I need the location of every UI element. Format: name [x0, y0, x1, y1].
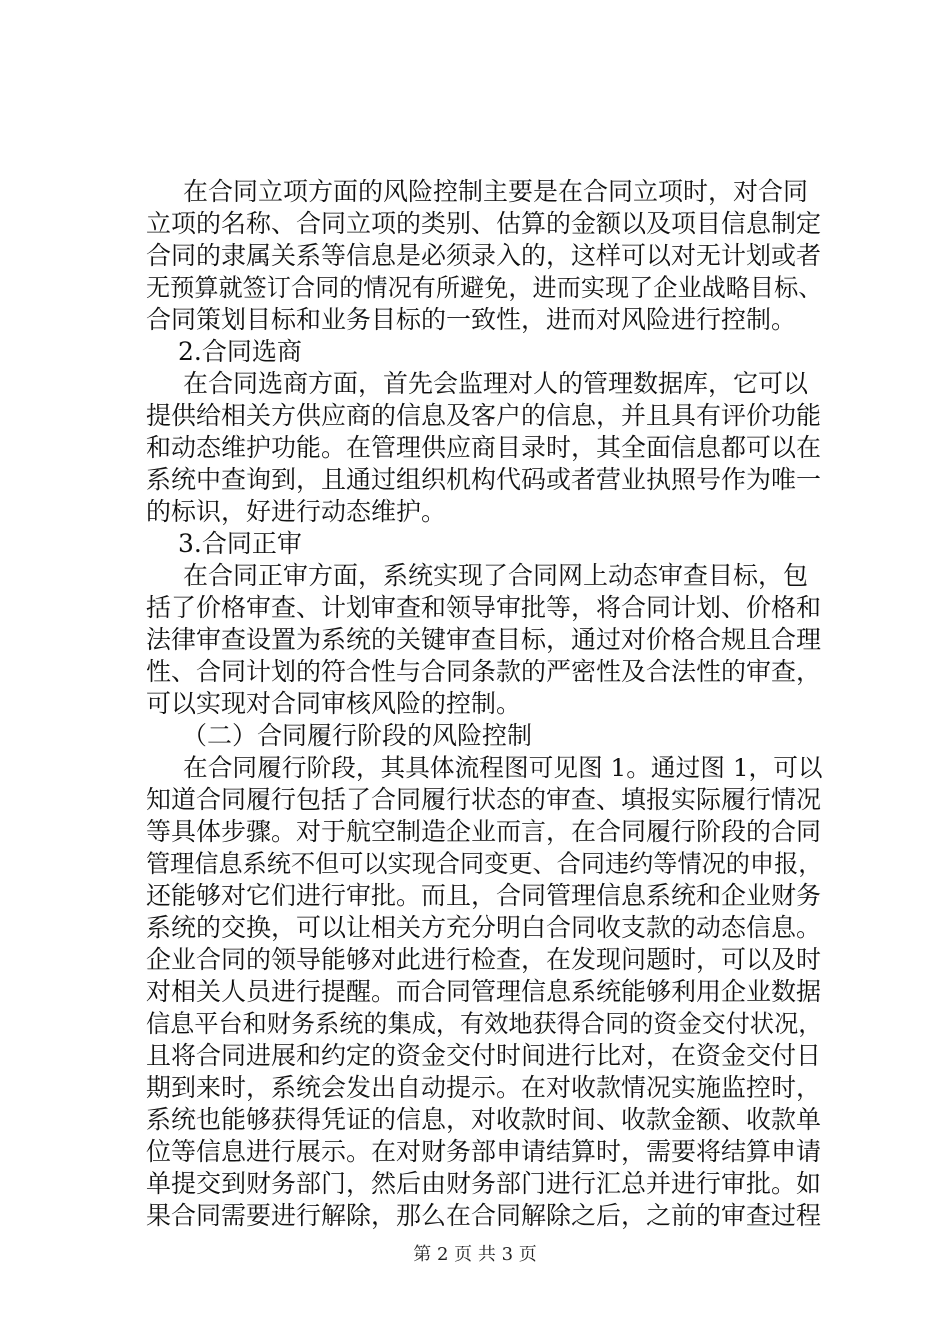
- paragraph-line: 合同的隶属关系等信息是必须录入的，这样可以对无计划或者: [146, 241, 822, 270]
- page-number-footer: 第 2 页 共 3 页: [413, 1244, 537, 1265]
- paragraph-line: 系统的交换，可以让相关方充分明白合同收支款的动态信息。: [146, 913, 822, 942]
- paragraph-line: 提供给相关方供应商的信息及客户的信息，并且具有评价功能: [146, 401, 822, 430]
- paragraph-line: 法律审查设置为系统的关键审查目标，通过对价格合规且合理: [146, 625, 822, 654]
- paragraph-line: 等具体步骤。对于航空制造企业而言，在合同履行阶段的合同: [146, 817, 822, 846]
- paragraph-line: 位等信息进行展示。在对财务部申请结算时，需要将结算申请: [146, 1137, 822, 1166]
- paragraph-line: 在合同立项方面的风险控制主要是在合同立项时，对合同: [183, 177, 809, 206]
- paragraph-line: 知道合同履行包括了合同履行状态的审查、填报实际履行情况: [146, 785, 822, 814]
- paragraph-line: 期到来时，系统会发出自动提示。在对收款情况实施监控时，: [146, 1073, 822, 1102]
- paragraph-line: 果合同需要进行解除，那么在合同解除之后，之前的审查过程: [146, 1201, 822, 1230]
- paragraph-line: 企业合同的领导能够对此进行检查，在发现问题时，可以及时: [146, 945, 822, 974]
- section-heading: （二）合同履行阶段的风险控制: [182, 721, 533, 750]
- paragraph-line: 在合同正审方面，系统实现了合同网上动态审查目标，包: [183, 561, 809, 590]
- paragraph-line: 管理信息系统不但可以实现合同变更、合同违约等情况的申报，: [146, 850, 823, 878]
- paragraph-line: 单提交到财务部门，然后由财务部门进行汇总并进行审批。如: [146, 1169, 822, 1198]
- paragraph-line: 在合同选商方面，首先会监理对人的管理数据库，它可以: [183, 369, 809, 398]
- paragraph-line: 括了价格审查、计划审查和领导审批等，将合同计划、价格和: [146, 593, 822, 622]
- paragraph-line: 可以实现对合同审核风险的控制。: [146, 689, 522, 718]
- section-heading: 3.合同正审: [178, 529, 302, 558]
- paragraph-line: 信息平台和财务系统的集成，有效地获得合同的资金交付状况，: [146, 1010, 823, 1038]
- paragraph-line: 且将合同进展和约定的资金交付时间进行比对，在资金交付日: [146, 1041, 822, 1070]
- paragraph-line: 合同策划目标和业务目标的一致性，进而对风险进行控制。: [146, 305, 797, 334]
- section-heading: 2.合同选商: [178, 337, 302, 366]
- paragraph-line: 系统也能够获得凭证的信息，对收款时间、收款金额、收款单: [146, 1105, 822, 1134]
- paragraph-line: 对相关人员进行提醒。而合同管理信息系统能够利用企业数据: [146, 977, 822, 1006]
- document-body: [146, 176, 826, 1232]
- paragraph-line: 无预算就签订合同的情况有所避免，进而实现了企业战略目标、: [146, 274, 823, 302]
- paragraph-line: 性、合同计划的符合性与合同条款的严密性及合法性的审查，: [146, 657, 822, 686]
- paragraph-line: 在合同履行阶段，其具体流程图可见图 1。通过图 1，可以: [183, 753, 823, 782]
- paragraph-line: 和动态维护功能。在管理供应商目录时，其全面信息都可以在: [146, 433, 822, 462]
- paragraph-line: 还能够对它们进行审批。而且，合同管理信息系统和企业财务: [146, 881, 822, 910]
- paragraph-line: 的标识，好进行动态维护。: [146, 497, 447, 526]
- paragraph-line: 立项的名称、合同立项的类别、估算的金额以及项目信息制定: [146, 209, 822, 238]
- paragraph-line: 系统中查询到，且通过组织机构代码或者营业执照号作为唯一: [146, 465, 822, 494]
